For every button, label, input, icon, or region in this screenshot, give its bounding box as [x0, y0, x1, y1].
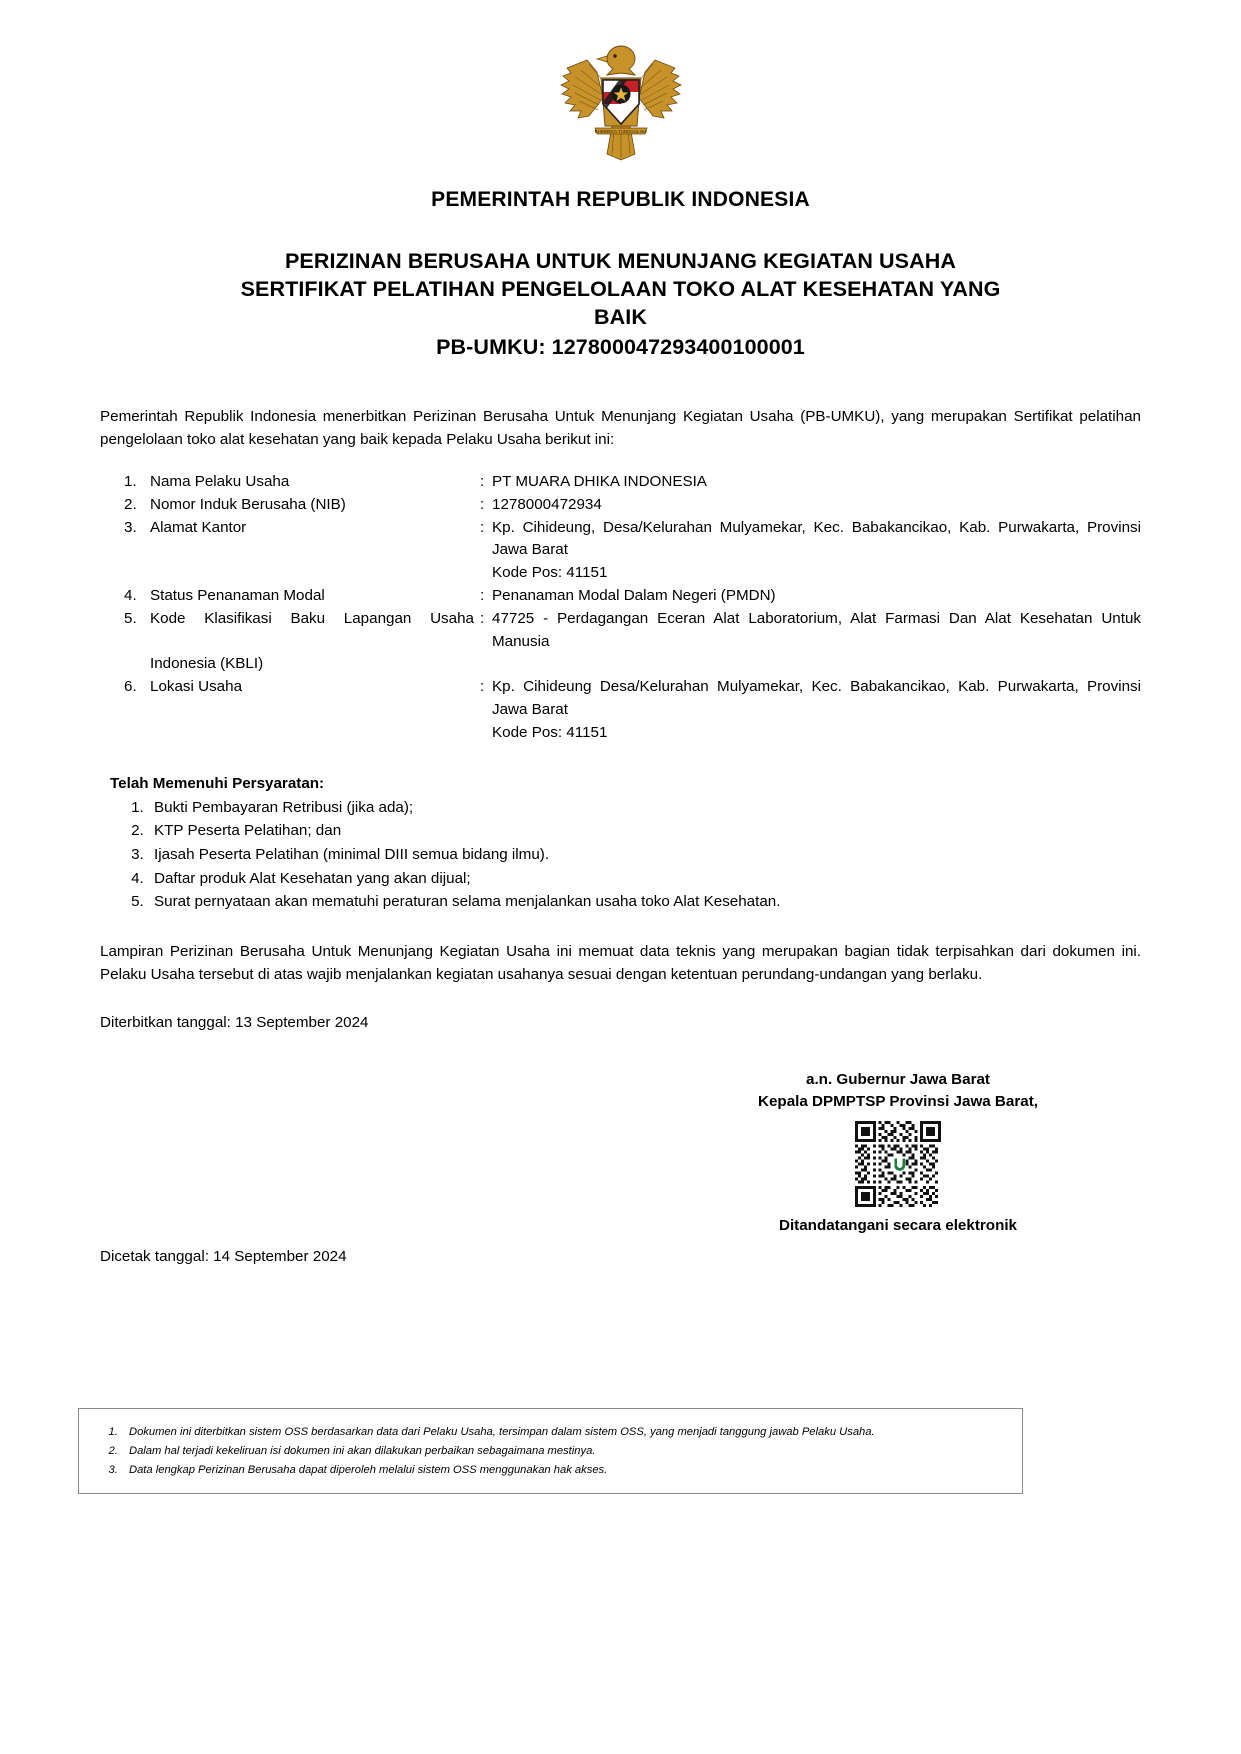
closing-paragraph: Lampiran Perizinan Berusaha Untuk Menunjang Kegiatan Usaha ini memuat data teknis yang merupakan bagian tidak terpisahkan dari dokumen ini. Pelaku Usaha tersebut di atas wajib menjalankan kegiatan usahanya sesuai dengan ketentuan perundang-undangan yang berlaku. — [100, 943, 1141, 984]
signature-block — [683, 1069, 1113, 1234]
detail-label: Alamat Kantor — [150, 518, 247, 536]
requirement-item: 5. Surat pernyataan akan mematuhi peraturan selama menjalankan usaha toko Alat Kesehatan. — [148, 890, 1141, 914]
business-details-list — [100, 471, 1141, 745]
detail-row-alamat-kantor-kodepos — [124, 562, 1141, 585]
detail-value: PT MUARA DHIKA INDONESIA — [492, 472, 707, 490]
detail-colon: : — [480, 518, 485, 536]
pb-umku-number: PB-UMKU: 127800047293400100001 — [436, 334, 805, 359]
detail-value: Kp. Cihideung, Desa/Kelurahan Mulyamekar, Kec. Babakancikao, Kab. Purwakarta, Provinsi Jawa Barat — [492, 518, 1141, 559]
detail-number: 1. — [124, 472, 137, 490]
title-line-1: PERIZINAN BERUSAHA UNTUK MENUNJANG KEGIATAN USAHA — [284, 249, 956, 273]
detail-number: 5. — [124, 609, 137, 627]
requirement-item: 3. Ijasah Peserta Pelatihan (minimal DIII semua bidang ilmu). — [148, 843, 1141, 867]
detail-colon: : — [480, 586, 485, 604]
detail-value: 47725 - Perdagangan Eceran Alat Laboratorium, Alat Farmasi Dan Alat Kesehatan Untuk Manusia — [492, 609, 1141, 650]
printed-date: Dicetak tanggal: 14 September 2024 — [100, 1248, 347, 1266]
detail-value-extra: Kode Pos: 41151 — [492, 564, 608, 582]
footer-note-box — [78, 1408, 1023, 1494]
detail-number: 6. — [124, 678, 137, 696]
intro-paragraph: Pemerintah Republik Indonesia menerbitkan Perizinan Berusaha Untuk Menunjang Kegiatan Usaha (PB-UMKU), yang merupakan Sertifikat pelatihan pengelolaan toko alat kesehatan yang baik kepada Pelaku Usaha berikut ini: — [100, 407, 1141, 448]
detail-label: Lokasi Usaha — [150, 678, 243, 696]
detail-row-nib — [124, 494, 1141, 517]
detail-colon: : — [480, 495, 485, 513]
footer-note-item: 1. Dokumen ini diterbitkan sistem OSS berdasarkan data dari Pelaku Usaha, tersimpan dalam sistem OSS, yang menjadi tanggung jawab Pelaku Usaha. — [121, 1423, 1012, 1442]
detail-value-extra: Kode Pos: 41151 — [492, 723, 608, 741]
title-line-2: SERTIFIKAT PELATIHAN PENGELOLAAN TOKO ALAT KESEHATAN YANG — [240, 276, 1001, 301]
title-line-3: BAIK — [594, 304, 647, 329]
detail-row-kbli — [124, 608, 1141, 654]
detail-value: Penanaman Modal Dalam Negeri (PMDN) — [492, 586, 776, 604]
detail-label: Nama Pelaku Usaha — [150, 472, 290, 490]
indent-spacer — [124, 722, 492, 745]
emblem-container — [100, 0, 1141, 162]
requirement-item: 2. KTP Peserta Pelatihan; dan — [148, 819, 1141, 843]
requirements-list — [100, 796, 1141, 915]
detail-label: Status Penanaman Modal — [150, 586, 325, 604]
footer-note-item: 3. Data lengkap Perizinan Berusaha dapat diperoleh melalui sistem OSS menggunakan hak akses. — [121, 1461, 1012, 1480]
detail-number: 4. — [124, 586, 137, 604]
indent-spacer — [124, 653, 150, 676]
footer-note-list — [79, 1423, 1012, 1479]
requirement-item: 1. Bukti Pembayaran Retribusi (jika ada); — [148, 796, 1141, 820]
electronic-signature-note: Ditandatangani secara elektronik — [778, 1217, 1018, 1235]
detail-colon: : — [480, 678, 485, 696]
detail-label-line2: Indonesia (KBLI) — [150, 655, 264, 673]
detail-row-status-penanaman-modal — [124, 585, 1141, 608]
document-header — [100, 188, 1141, 362]
detail-label — [150, 608, 480, 654]
detail-row-lokasi-usaha — [124, 676, 1141, 722]
document-title — [100, 248, 1141, 362]
government-heading: PEMERINTAH REPUBLIK INDONESIA — [431, 188, 810, 211]
garuda-pancasila-emblem — [557, 42, 685, 162]
indent-spacer — [124, 562, 492, 585]
detail-colon: : — [480, 472, 485, 490]
detail-row-lokasi-usaha-kodepos — [124, 722, 1141, 745]
signatory-office: Kepala DPMPTSP Provinsi Jawa Barat, — [758, 1093, 1038, 1111]
footer-note-item: 2. Dalam hal terjadi kekeliruan isi dokumen ini akan dilakukan perbaikan sebagaimana mestinya. — [121, 1442, 1012, 1461]
detail-row-alamat-kantor — [124, 517, 1141, 563]
signatory-authority: a.n. Gubernur Jawa Barat — [806, 1071, 990, 1089]
requirement-item: 4. Daftar produk Alat Kesehatan yang akan dijual; — [148, 867, 1141, 891]
detail-value: Kp. Cihideung Desa/Kelurahan Mulyamekar, Kec. Babakancikao, Kab. Purwakarta, Provinsi Jawa Barat — [492, 678, 1141, 718]
detail-value: 1278000472934 — [492, 495, 602, 513]
requirements-heading: Telah Memenuhi Persyaratan: — [110, 774, 325, 792]
detail-number: 2. — [124, 495, 137, 513]
electronic-signature-qr-code[interactable] — [855, 1121, 941, 1207]
issued-date: Diterbitkan tanggal: 13 September 2024 — [100, 1014, 369, 1032]
qr-container — [683, 1121, 1113, 1207]
svg-text:BHINNEKA TUNGGAL IKA: BHINNEKA TUNGGAL IKA — [594, 129, 647, 134]
detail-row-kbli-label-line2 — [124, 653, 1141, 676]
detail-colon: : — [480, 609, 485, 627]
detail-number: 3. — [124, 518, 137, 536]
detail-label-text: Kode Klasifikasi Baku Lapangan Usaha — [150, 609, 474, 627]
detail-label: Nomor Induk Berusaha (NIB) — [150, 495, 346, 513]
detail-row-nama-pelaku-usaha — [124, 471, 1141, 494]
